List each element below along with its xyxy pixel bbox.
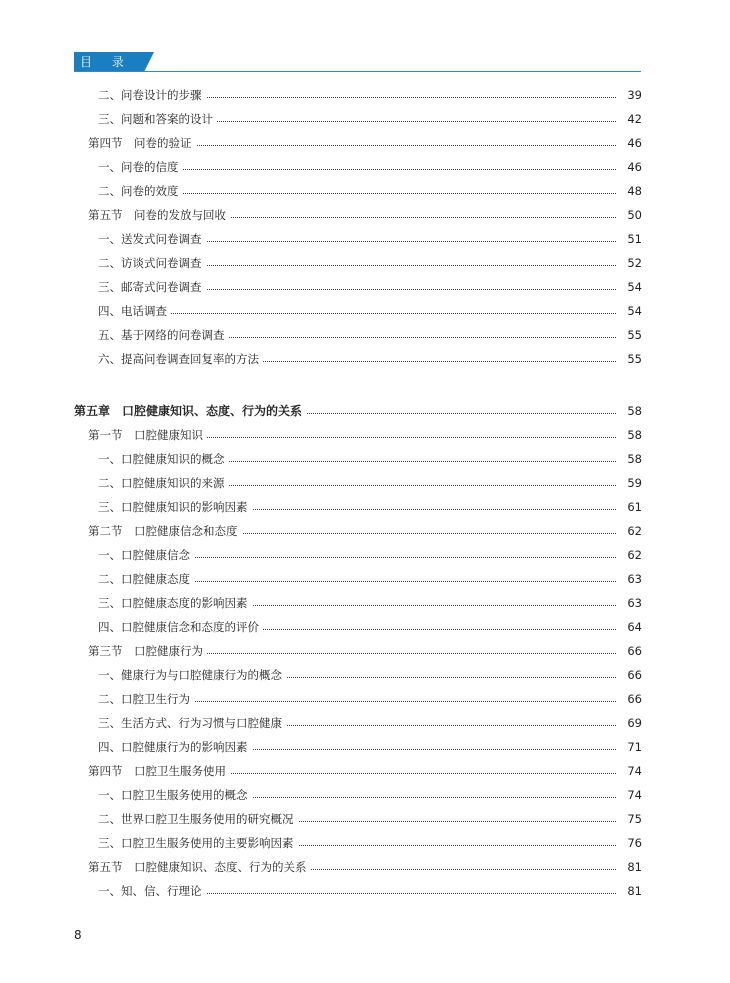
toc-item <box>0 810 730 828</box>
toc-entry-page: 74 <box>627 764 642 778</box>
toc-entry-page: 63 <box>627 596 642 610</box>
toc-entry-title: 四、口腔健康信念和态度的评价 <box>98 618 263 636</box>
toc-entry-title: 一、健康行为与口腔健康行为的概念 <box>98 666 286 684</box>
toc-entry-title: 一、口腔卫生服务使用的概念 <box>98 786 252 804</box>
toc-section <box>0 134 730 152</box>
toc-entry-page: 48 <box>627 184 642 198</box>
toc-entry-title: 三、口腔健康态度的影响因素 <box>98 594 252 612</box>
toc-item <box>0 302 730 320</box>
toc-entry-title: 第二节 口腔健康信念和态度 <box>88 522 242 540</box>
toc-section <box>0 858 730 876</box>
toc-item <box>0 690 730 708</box>
toc-item <box>0 86 730 104</box>
toc-item <box>0 618 730 636</box>
toc-entry-title: 第一节 口腔健康知识 <box>88 426 207 444</box>
header-rule <box>74 71 641 72</box>
toc-entry-page: 54 <box>627 280 642 294</box>
toc-entry-page: 61 <box>627 500 642 514</box>
toc-entry-title: 一、口腔健康知识的概念 <box>98 450 229 468</box>
page-header <box>0 0 730 80</box>
toc-entry-page: 58 <box>627 404 642 418</box>
contents-tab-tail <box>144 52 154 72</box>
toc-item <box>0 666 730 684</box>
toc-entry-page: 66 <box>627 668 642 682</box>
toc-item <box>0 570 730 588</box>
toc-entry-title: 第四节 问卷的验证 <box>88 134 196 152</box>
toc-item <box>0 714 730 732</box>
toc-entry-page: 55 <box>627 328 642 342</box>
toc-entry-title: 二、口腔健康态度 <box>98 570 194 588</box>
toc-section <box>0 642 730 660</box>
toc-item <box>0 786 730 804</box>
toc-entry-page: 74 <box>627 788 642 802</box>
toc-entry-title: 一、问卷的信度 <box>98 158 183 176</box>
toc-entry-page: 58 <box>627 428 642 442</box>
toc-entry-page: 51 <box>627 232 642 246</box>
toc-entry-page: 62 <box>627 548 642 562</box>
toc-entry-title: 第四节 口腔卫生服务使用 <box>88 762 230 780</box>
toc-section <box>0 762 730 780</box>
toc-entry-title: 五、基于网络的问卷调查 <box>98 326 229 344</box>
toc-item <box>0 350 730 368</box>
toc-entry-page: 81 <box>627 884 642 898</box>
toc-entry-title: 二、世界口腔卫生服务使用的研究概况 <box>98 810 298 828</box>
toc-entry-title: 三、口腔卫生服务使用的主要影响因素 <box>98 834 298 852</box>
toc-entry-page: 50 <box>627 208 642 222</box>
toc-item <box>0 882 730 900</box>
toc-item <box>0 230 730 248</box>
toc-entry-title: 二、访谈式问卷调查 <box>98 254 206 272</box>
toc-entry-title: 一、送发式问卷调查 <box>98 230 206 248</box>
toc-entry-title: 二、问卷的效度 <box>98 182 183 200</box>
toc-entry-title: 二、问卷设计的步骤 <box>98 86 206 104</box>
toc-section <box>0 522 730 540</box>
toc-item <box>0 158 730 176</box>
toc-item <box>0 546 730 564</box>
toc-item <box>0 474 730 492</box>
toc-entry-page: 58 <box>627 452 642 466</box>
toc-entry-title: 四、电话调查 <box>98 302 171 320</box>
toc-entry-page: 75 <box>627 812 642 826</box>
toc-entry-page: 66 <box>627 692 642 706</box>
toc-entry-title: 二、口腔健康知识的来源 <box>98 474 229 492</box>
toc-item <box>0 450 730 468</box>
toc-entry-title: 六、提高问卷调查回复率的方法 <box>98 350 263 368</box>
toc-entry-title: 三、口腔健康知识的影响因素 <box>98 498 252 516</box>
toc-entry-page: 64 <box>627 620 642 634</box>
toc-section <box>0 206 730 224</box>
toc-item <box>0 182 730 200</box>
toc-entry-title: 三、问题和答案的设计 <box>98 110 217 128</box>
toc-entry-page: 59 <box>627 476 642 490</box>
toc-entry-page: 55 <box>627 352 642 366</box>
toc-entry-title: 四、口腔健康行为的影响因素 <box>98 738 252 756</box>
toc-item <box>0 594 730 612</box>
toc-entry-title: 第三节 口腔健康行为 <box>88 642 207 660</box>
toc-entry-page: 63 <box>627 572 642 586</box>
toc-chapter <box>0 402 730 420</box>
toc-item <box>0 326 730 344</box>
toc-entry-title: 第五章 口腔健康知识、态度、行为的关系 <box>74 402 306 420</box>
toc-item <box>0 110 730 128</box>
toc-item <box>0 498 730 516</box>
toc-item <box>0 278 730 296</box>
toc-section <box>0 426 730 444</box>
toc-entry-title: 三、生活方式、行为习惯与口腔健康 <box>98 714 286 732</box>
toc-entry-page: 69 <box>627 716 642 730</box>
toc-entry-page: 76 <box>627 836 642 850</box>
toc-entry-title: 第五节 口腔健康知识、态度、行为的关系 <box>88 858 311 876</box>
toc-entry-page: 54 <box>627 304 642 318</box>
toc-entry-title: 一、口腔健康信念 <box>98 546 194 564</box>
toc-entry-title: 第五节 问卷的发放与回收 <box>88 206 230 224</box>
toc-item <box>0 254 730 272</box>
toc-entry-page: 46 <box>627 160 642 174</box>
toc-entry-page: 52 <box>627 256 642 270</box>
toc-item <box>0 834 730 852</box>
toc-entry-page: 39 <box>627 88 642 102</box>
toc-entry-page: 46 <box>627 136 642 150</box>
toc-entry-page: 66 <box>627 644 642 658</box>
toc-entry-page: 62 <box>627 524 642 538</box>
leader-dots <box>98 312 616 314</box>
page-number: 8 <box>74 928 82 942</box>
toc-item <box>0 738 730 756</box>
toc-entry-page: 71 <box>627 740 642 754</box>
toc-entry-page: 81 <box>627 860 642 874</box>
toc-entry-title: 一、知、信、行理论 <box>98 882 206 900</box>
toc-entry-title: 二、口腔卫生行为 <box>98 690 194 708</box>
contents-tab: 目 录 <box>74 52 144 72</box>
toc-entry-title: 三、邮寄式问卷调查 <box>98 278 206 296</box>
toc-entry-page: 42 <box>627 112 642 126</box>
